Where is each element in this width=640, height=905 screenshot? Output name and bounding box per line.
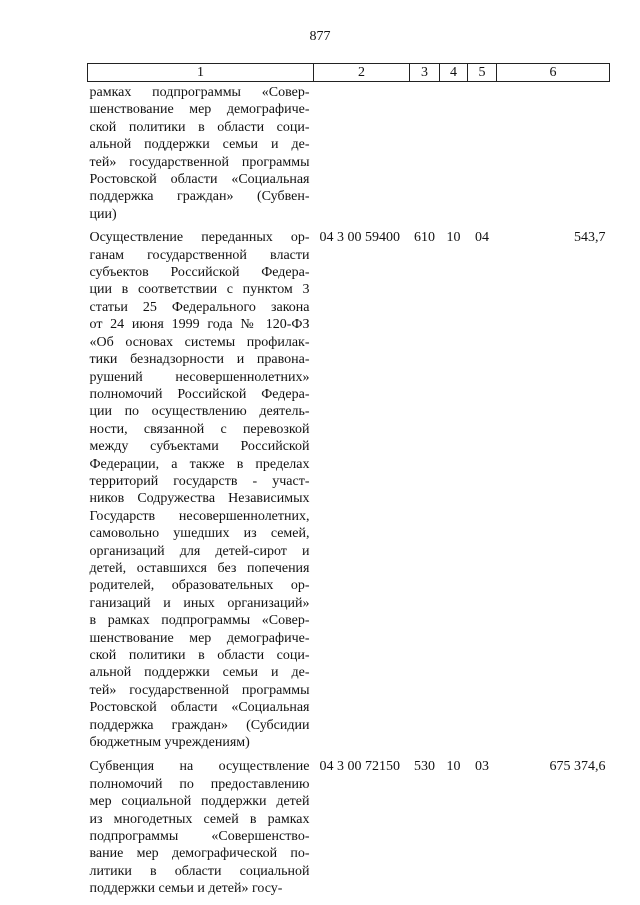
- budget-table: [87, 63, 610, 898]
- description-line: Государств несовершеннолетних,: [89, 508, 310, 524]
- row-description: [88, 82, 314, 230]
- row-code: 04 3 00 59400: [319, 230, 400, 246]
- description-line: из многодетных семей в рамках: [89, 811, 310, 827]
- page-number: 877: [309, 29, 331, 44]
- description-line: самовольно ушедших из семей,: [89, 526, 310, 542]
- description-line: рушений несовершеннолетних»: [89, 369, 310, 385]
- description-line: субъектов Российской Федера-: [89, 265, 310, 281]
- description-line: статьи 25 Федерального закона: [89, 299, 310, 315]
- description-line: альной поддержки семьи и де-: [89, 137, 310, 153]
- description-line: территорий государств - участ-: [89, 473, 310, 489]
- row-amount: 543,7: [574, 230, 606, 246]
- description-line: ции в соответствии с пунктом 3: [89, 282, 310, 298]
- description-line: поддержка граждан» (Субвен-: [89, 189, 310, 205]
- row-code: [314, 82, 410, 230]
- row-amount: [497, 82, 610, 230]
- row-amount: 675 374,6: [549, 759, 606, 775]
- description-line: Осуществление переданных ор-: [89, 230, 310, 246]
- description-line: подпрограммы «Совершенство-: [89, 829, 310, 845]
- row-col-4: 10: [446, 230, 461, 246]
- description-line: ции по осуществлению деятель-: [89, 404, 310, 420]
- description-line: родителей, образовательных ор-: [89, 578, 310, 594]
- row-description: [88, 229, 314, 758]
- description-line: поддержка граждан» (Субсидии: [89, 717, 310, 733]
- description-line: Федерации, а также в пределах: [89, 456, 310, 472]
- description-line: ганизаций и иных организаций»: [89, 595, 310, 611]
- description-line: ции): [89, 206, 117, 222]
- description-line: ской политики в области соци-: [89, 648, 310, 663]
- column-header-2: 2: [314, 64, 410, 82]
- table-header-row: [88, 64, 610, 82]
- table-row: [88, 229, 610, 758]
- row-col-3: 530: [414, 759, 435, 775]
- description-line: Ростовской области «Социальная: [89, 700, 310, 716]
- description-line: Субвенция на осуществление: [89, 759, 310, 775]
- description-line: шенствование мер демографиче-: [89, 102, 310, 118]
- description-line: ганам государственной власти: [89, 247, 310, 263]
- row-col-5: [468, 82, 497, 230]
- description-line: альной поддержки семьи и де-: [89, 665, 310, 681]
- description-line: поддержки семьи и детей» госу-: [89, 881, 283, 897]
- row-col-4: [440, 82, 468, 230]
- description-line: «Об основах системы профилак-: [89, 334, 310, 350]
- table-row: [88, 82, 610, 230]
- row-col-5: 04: [475, 230, 489, 246]
- description-line: ников Содружества Независимых: [89, 491, 310, 507]
- description-line: от 24 июня 1999 года № 120-ФЗ: [89, 317, 310, 333]
- row-col-5: 03: [475, 759, 489, 775]
- row-col-4: 10: [446, 759, 461, 775]
- description-line: ности, связанной с перевозкой: [89, 421, 310, 437]
- row-col-3: [410, 82, 440, 230]
- description-line: детей, оставшихся без попечения: [89, 560, 310, 576]
- description-line: ской политики в области соци-: [89, 119, 310, 135]
- description-line: шенствование мер демографиче-: [89, 630, 310, 646]
- row-code: 04 3 00 72150: [319, 759, 400, 775]
- description-line: полномочий по предоставлению: [89, 776, 310, 792]
- description-line: Ростовской области «Социальная: [89, 172, 310, 188]
- description-line: между субъектами Российской: [89, 439, 310, 455]
- description-line: вание мер демографической по-: [89, 846, 310, 862]
- description-line: полномочий Российской Федера-: [89, 386, 310, 402]
- column-header-6: 6: [497, 64, 610, 82]
- description-line: литики в области социальной: [89, 863, 310, 879]
- row-col-3: 610: [414, 230, 435, 246]
- table-row: [88, 758, 610, 897]
- column-header-4: 4: [440, 64, 468, 82]
- description-line: рамках подпрограммы «Совер-: [89, 85, 310, 100]
- description-line: тики безнадзорности и правона-: [89, 352, 310, 368]
- description-line: бюджетным учреждениям): [89, 735, 250, 751]
- row-description: [88, 758, 314, 897]
- description-line: тей» государственной программы: [89, 682, 310, 698]
- description-line: тей» государственной программы: [89, 154, 310, 170]
- description-line: мер социальной поддержки детей: [89, 794, 310, 810]
- description-line: организаций для детей-сирот и: [89, 543, 310, 559]
- description-line: в рамках подпрограммы «Совер-: [89, 613, 310, 629]
- column-header-1: 1: [88, 64, 314, 82]
- column-header-5: 5: [468, 64, 497, 82]
- column-header-3: 3: [410, 64, 440, 82]
